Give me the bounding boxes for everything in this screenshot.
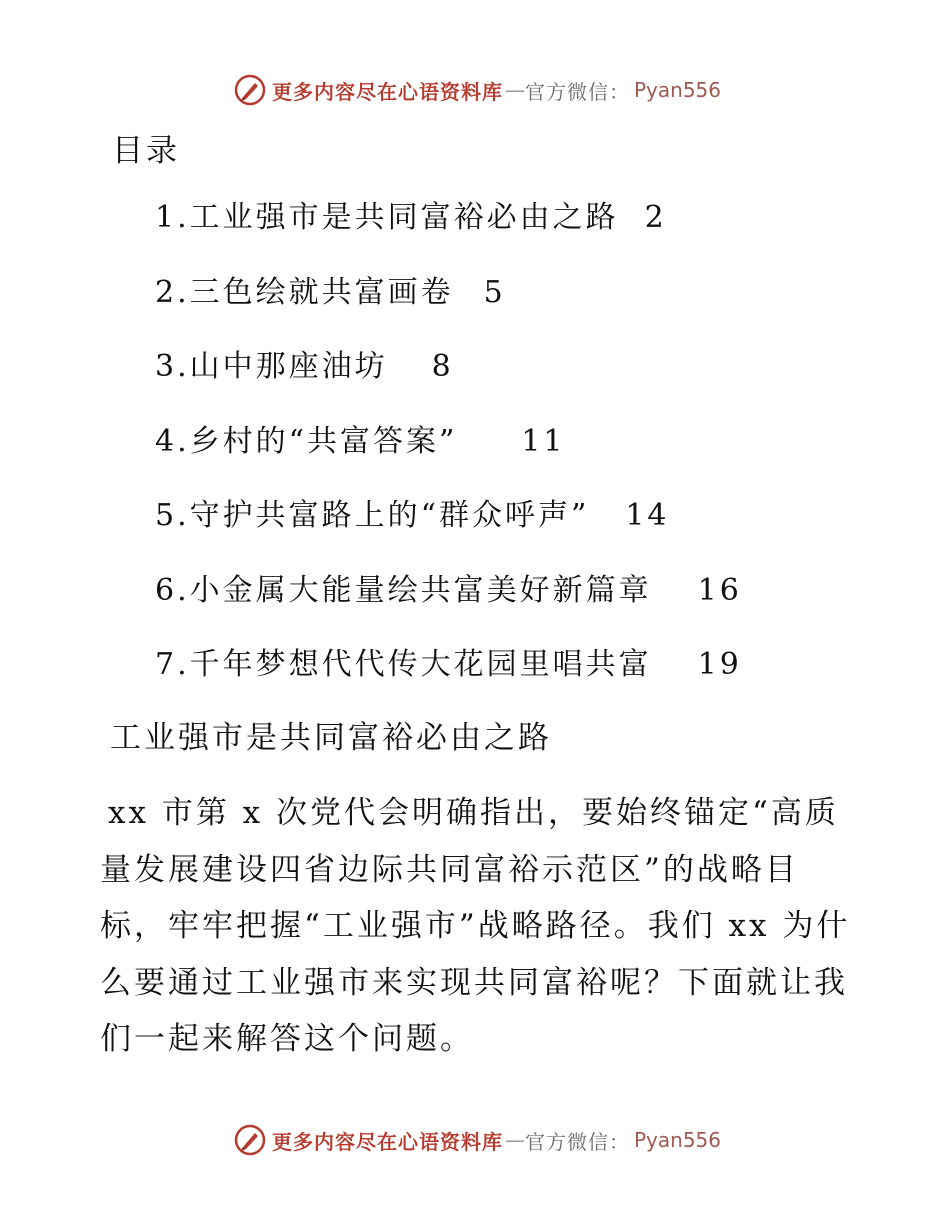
toc-entry-title: 工业强市是共同富裕必由之路 xyxy=(189,200,619,235)
toc-page-number: 2 xyxy=(644,200,667,235)
toc-item[interactable] xyxy=(155,637,742,712)
toc-page-number: 8 xyxy=(431,349,454,384)
toc-title: 目录 xyxy=(112,133,180,169)
wechat-label: 官方微信： xyxy=(525,1129,630,1154)
wechat-id: Pyan556 xyxy=(634,78,722,102)
toc-item[interactable] xyxy=(155,414,742,489)
brand-text: 更多内容尽在心语资料库 xyxy=(272,79,503,104)
toc-entry-title: 千年梦想代代传大花园里唱共富 xyxy=(189,647,652,682)
header-watermark xyxy=(234,70,721,110)
toc-page-number: 14 xyxy=(625,498,670,533)
footer-watermark xyxy=(234,1120,721,1160)
toc-item[interactable] xyxy=(155,563,742,638)
toc-page-number: 5 xyxy=(483,274,506,310)
toc-entry-title: 山中那座油坊 xyxy=(189,349,388,384)
toc-number: 1. xyxy=(155,200,190,235)
toc-entry-title: 守护共富路上的“群众呼声” xyxy=(189,498,590,533)
toc-item[interactable] xyxy=(155,265,742,340)
toc-item[interactable] xyxy=(155,339,742,414)
pen-logo-icon xyxy=(234,74,266,106)
toc-number: 3. xyxy=(155,349,190,384)
toc-entry-title: 三色绘就共富画卷 xyxy=(189,274,454,310)
wechat-id: Pyan556 xyxy=(634,1128,722,1152)
toc-number: 7. xyxy=(155,647,190,682)
pen-logo-icon xyxy=(234,1124,266,1156)
section-heading: 工业强市是共同富裕必由之路 xyxy=(110,720,552,756)
toc-entry-title: 乡村的“共富答案” xyxy=(189,423,458,459)
toc-page-number: 19 xyxy=(697,647,742,682)
body-paragraph: xx 市第 x 次党代会明确指出，要始终锚定“高质量发展建设四省边际共同富裕示范区”的战略目标，牢牢把握“工业强市”战略路径。我们 xx 为什么要通过工业强市来实现共同富裕呢？下面就让我们一起来解答这个问题。 xyxy=(100,795,851,1057)
toc-number: 5. xyxy=(155,498,190,533)
brand-text: 更多内容尽在心语资料库 xyxy=(272,1129,503,1154)
toc-item[interactable] xyxy=(155,488,742,563)
toc-number: 2. xyxy=(155,274,190,310)
table-of-contents xyxy=(155,190,742,712)
toc-number: 4. xyxy=(155,423,190,459)
toc-page-number: 16 xyxy=(697,572,742,608)
toc-page-number: 11 xyxy=(521,423,566,459)
toc-entry-title: 小金属大能量绘共富美好新篇章 xyxy=(189,572,652,608)
toc-item[interactable] xyxy=(155,190,742,265)
toc-number: 6. xyxy=(155,572,190,608)
banner-dash: — xyxy=(505,78,523,102)
banner-dash: — xyxy=(505,1128,523,1152)
wechat-label: 官方微信： xyxy=(525,79,630,104)
